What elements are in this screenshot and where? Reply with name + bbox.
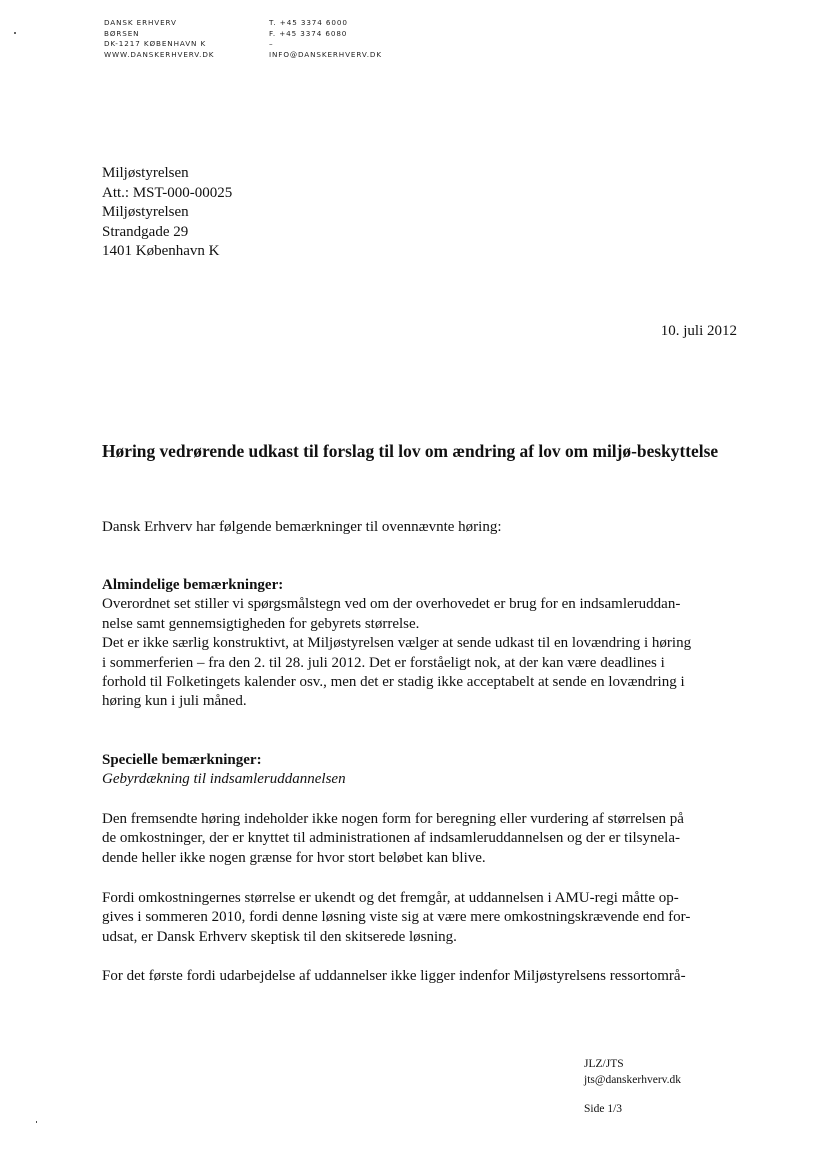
body-line: Den fremsendte høring indeholder ikke nogen form for beregning eller vurdering af størrelsen på: [102, 811, 684, 827]
email: jts@danskerhverv.dk: [584, 1074, 682, 1086]
address-line: Miljøstyrelsen: [102, 165, 189, 181]
letter-date: 10. juli 2012: [660, 323, 737, 339]
section-general: [102, 576, 738, 712]
body-line: udsat, er Dansk Erhverv skeptisk til den skitserede løsning.: [102, 928, 457, 945]
section-subheading: Gebyrdækning til indsamleruddannelsen: [102, 771, 346, 788]
body-line: høring kun i juli måned.: [102, 693, 247, 710]
body-line: dende heller ikke nogen grænse for hvor stort beløbet kan blive.: [102, 849, 486, 866]
letterhead-line: DK-1217 KØBENHAVN K: [104, 39, 207, 48]
letterhead-contact: [269, 18, 382, 60]
letterhead-line: F. +45 3374 6080: [269, 28, 348, 38]
address-line: Miljøstyrelsen: [102, 204, 189, 221]
body-line: Fordi omkostningernes størrelse er ukendt og det fremgår, at uddannelsen i AMU-regi måtte op-: [102, 890, 679, 906]
letterhead-line: BØRSEN: [104, 28, 140, 38]
scan-dot: [14, 32, 16, 34]
paragraph: [102, 810, 738, 868]
footer-reference: [584, 1056, 681, 1088]
letterhead-line: DANSK ERHVERV: [104, 18, 177, 27]
body-line: nelse samt gennemsigtigheden for gebyrets størrelse.: [102, 615, 420, 632]
letterhead-line: –: [269, 39, 274, 48]
body-line: For det første fordi udarbejdelse af uddannelser ikke ligger indenfor Miljøstyrelsens ressortområ-: [102, 968, 686, 984]
address-line: 1401 København K: [102, 243, 220, 260]
address-line: Strandgade 29: [102, 223, 189, 240]
recipient-address: [102, 164, 232, 262]
scan-dot: [36, 1121, 37, 1123]
section-heading: Specielle bemærkninger:: [102, 752, 262, 768]
section-special: [102, 751, 738, 790]
letter-title: Høring vedrørende udkast til forslag til lov om ændring af lov om miljø-beskyttelse: [102, 441, 719, 461]
paragraph: [102, 967, 738, 986]
page-number: Side 1/3: [584, 1103, 623, 1115]
letterhead-line: T. +45 3374 6000: [269, 18, 348, 27]
letterhead-line: WWW.DANSKERHVERV.DK: [104, 49, 215, 59]
section-heading: Almindelige bemærkninger:: [102, 577, 284, 593]
intro-text: Dansk Erhverv har følgende bemærkninger til ovennævnte høring:: [102, 519, 502, 535]
body-line: de omkostninger, der er knyttet til administrationen af indsamleruddannelsen og der er tilsynela-: [102, 830, 680, 847]
address-line: Att.: MST-000-00025: [102, 184, 233, 201]
body-line: Overordnet set stiller vi spørgsmålstegn ved om der overhovedet er brug for en indsamleruddan-: [102, 596, 681, 613]
body-line: Det er ikke særlig konstruktivt, at Miljøstyrelsen vælger at sende udkast til en lovændring i høring: [102, 635, 692, 652]
paragraph: [102, 889, 738, 947]
body-line: i sommerferien – fra den 2. til 28. juli 2012. Det er forståeligt nok, at der kan være deadlines i: [102, 654, 665, 671]
body-line: forhold til Folketingets kalender osv., men det er stadig ikke acceptabelt at sende en lovændring i: [102, 674, 685, 691]
initials: JLZ/JTS: [584, 1058, 624, 1070]
body-line: gives i sommeren 2010, fordi denne løsning viste sig at være mere omkostningskrævende end for-: [102, 909, 691, 926]
letterhead-line: INFO@DANSKERHVERV.DK: [269, 49, 382, 59]
letterhead-address: [104, 18, 214, 60]
